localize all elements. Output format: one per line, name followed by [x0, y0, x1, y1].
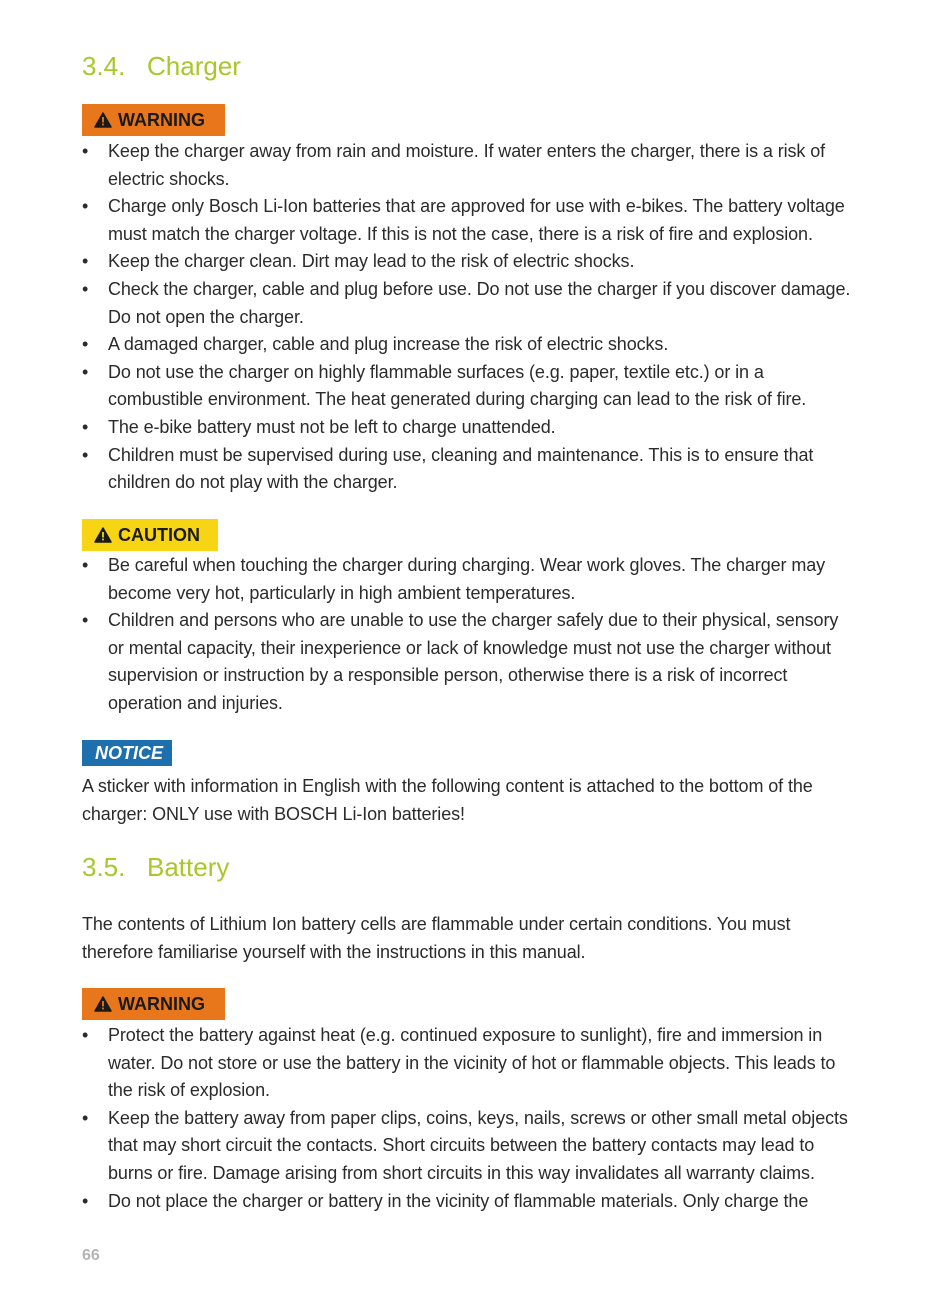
warning-badge [82, 104, 225, 136]
section-title: Charger [147, 51, 241, 81]
page-number: 66 [82, 1247, 100, 1264]
warning-label: WARNING [118, 110, 205, 130]
list-item: • Do not use the charger on highly flammable surfaces (e.g. paper, textile etc.) or in a combustible environment. The heat generated during charging can lead to the risk of fire. [82, 361, 807, 410]
list-item: • Be careful when touching the charger during charging. Wear work gloves. The charger may become very hot, particularly in high ambient temperatures. [82, 555, 826, 603]
section-number: 3.5. [82, 852, 126, 882]
section-title: Battery [147, 852, 230, 882]
section-number: 3.4. [82, 51, 126, 81]
battery-intro: The contents of Lithium Ion battery cells are flammable under certain conditions. You must therefore familiarise yourself with the instructions in this manual. [82, 914, 791, 962]
caution-badge [82, 519, 218, 551]
list-item: • Charge only Bosch Li-Ion batteries that are approved for use with e-bikes. The battery voltage must match the charger voltage. If this is not the case, there is a risk of fire and explosion. [82, 196, 845, 244]
list-item: • Children must be supervised during use, cleaning and maintenance. This is to ensure that children do not play with the charger. [82, 444, 814, 493]
warning-triangle-icon [94, 112, 112, 128]
list-item: • Keep the charger clean. Dirt may lead to the risk of electric shocks. [82, 251, 635, 272]
list-item: • A damaged charger, cable and plug increase the risk of electric shocks. [82, 334, 669, 355]
list-item: • Do not place the charger or battery in the vicinity of flammable materials. Only charge the [82, 1190, 809, 1211]
list-item: • Keep the charger away from rain and moisture. If water enters the charger, there is a risk of electric shocks. [82, 141, 826, 189]
warning-triangle-icon [94, 996, 112, 1012]
list-item: • Protect the battery against heat (e.g. continued exposure to sunlight), fire and immersion in water. Do not store or use the battery in the vicinity of hot or flammable objects. This leads to the risk of explosion. [82, 1025, 836, 1101]
warning-triangle-icon [94, 527, 112, 543]
charger-warning-list [82, 138, 857, 497]
list-item: • Keep the battery away from paper clips, coins, keys, nails, screws or other small metal objects that may short circuit the contacts. Short circuits between the battery contacts may lead to burns or fire. Damage arising from short circuits in this way invalidates all warranty claims. [82, 1107, 848, 1183]
list-item: • Children and persons who are unable to use the charger safely due to their physical, sensory or mental capacity, their inexperience or lack of knowledge must not use the charger without supervision or instruction by a responsible person, otherwise there is a risk of incorrect operation and injuries. [82, 610, 839, 713]
list-item: • Check the charger, cable and plug before use. Do not use the charger if you discover damage. Do not open the charger. [82, 278, 851, 327]
charger-caution-list [82, 552, 857, 718]
notice-label: NOTICE [95, 743, 164, 763]
list-item: • The e-bike battery must not be left to charge unattended. [82, 416, 556, 437]
section-heading-charger [82, 50, 241, 82]
warning-label: WARNING [118, 994, 205, 1014]
warning-badge [82, 988, 225, 1020]
caution-label: CAUTION [118, 525, 200, 545]
section-heading-battery [82, 851, 229, 883]
notice-text: A sticker with information in English with the following content is attached to the bottom of the charger: ONLY use with BOSCH Li-Ion batteries! [82, 776, 813, 824]
battery-warning-list [82, 1022, 857, 1215]
notice-badge [82, 740, 172, 766]
